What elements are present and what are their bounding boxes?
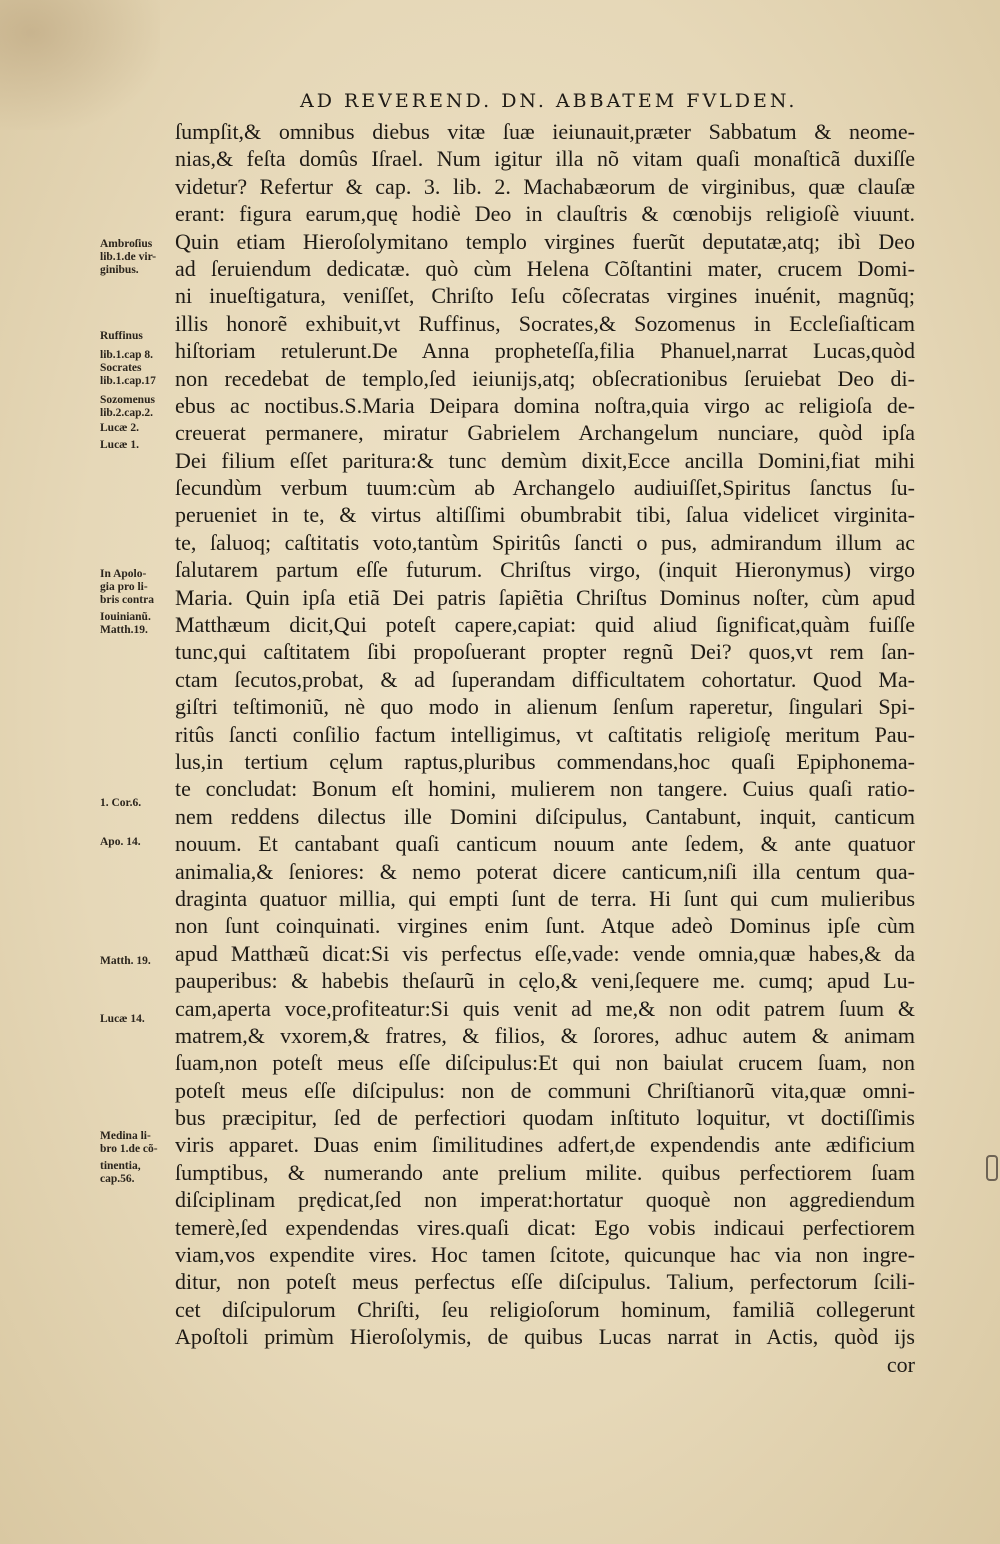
margin-line: Iouinianũ. [100, 611, 151, 623]
text-line: nem reddens dilectus ille Domini diſcipulus, Cantabunt, inquit, canticum [175, 803, 915, 829]
margin-line: tinentia, [100, 1160, 141, 1172]
text-line: draginta quatuor millia, qui empti ſunt de terra. Hi ſunt qui cum mulieribus [175, 885, 915, 911]
margin-note [100, 1013, 180, 1026]
text-line: ditur, non poteſt meus perfectus eſſe diſcipulus. Talium, perfectorum ſcili- [175, 1269, 915, 1295]
text-line: viris apparet. Duas enim ſimilitudines adfert,de expendendis ante ædificium [175, 1132, 915, 1158]
text-line: ni inueſtigatura, veniſſet, Chriſto Ieſu cõſecratas virgines inuénit, magnũq; [175, 283, 915, 309]
margin-line: Sozomenus [100, 394, 155, 406]
text-line: giſtri teſtimoniũ, nè quo modo in alienum ſenſum raperetur, ſingulari Spi- [175, 694, 915, 720]
text-line: Matthæum dicit,Qui poteſt capere,capiat: quid aliud ſignificat,quàm fuiſſe [175, 612, 915, 638]
margin-line: lib.1.cap.17 [100, 375, 156, 387]
text-line: ctam ſecutos,probat, & ad ſuperandam difficultatem cohortatur. Quod Ma- [175, 666, 915, 692]
text-line: ſalutarem partum eſſe futurum. Chriſtus virgo, (inquit Hieronymus) virgo [175, 557, 915, 583]
margin-note [100, 238, 180, 277]
margin-note [100, 797, 180, 810]
margin-line: bris contra [100, 594, 154, 606]
text-line: videtur? Refertur & cap. 3. lib. 2. Machabæorum de virginibus, quæ clauſæ [175, 173, 915, 199]
margin-line: bro 1.de cõ- [100, 1143, 158, 1155]
text-line: non ſunt coinquinati. virgines enim ſunt. Atque adeò Dominus ipſe cùm [175, 913, 915, 939]
margin-line: Medina li- [100, 1130, 151, 1142]
margin-line: Lucæ 14. [100, 1013, 145, 1025]
margin-note [100, 836, 180, 849]
text-line: lus,in tertium cęlum raptus,pluribus commendans,hoc quaſi Epiphonema- [175, 748, 915, 774]
text-line: illis honorẽ exhibuit,vt Ruffinus, Socrates,& Sozomenus in Eccleſiaſticam [175, 310, 915, 336]
text-line: tunc,qui caſtitatem ſibi propoſuerant propter regnũ Dei? quos,vt rem ſan- [175, 639, 915, 665]
text-line: Dei filium eſſet paritura:& tunc demùm dixit,Ecce ancilla Domini,fiat mihi [175, 447, 915, 473]
margin-line: gia pro li- [100, 581, 148, 593]
text-line: ſumpſit,& omnibus diebus vitæ ſuæ ieiunauit,præter Sabbatum & neome- [175, 119, 915, 144]
text-line: cor [886, 1351, 915, 1377]
margin-note [100, 568, 180, 637]
text-line: te concludat: Bonum eſt homini, mulierem non tangere. Cuius quaſi ratio- [175, 776, 915, 802]
margin-line: Lucæ 2. [100, 422, 139, 434]
text-line: ſumptibus, & numerando ante prelium milite. quibus perfectiorem ſuam [175, 1159, 915, 1185]
running-head: AD REVEREND. DN. ABBATEM FVLDEN. [300, 90, 798, 112]
text-line: cam,aperta voce,profiteatur:Si quis venit ad me,& non odit patrem ſuum & [175, 995, 915, 1021]
edge-mark [986, 1155, 998, 1181]
text-line: non recedebat de templo,ſed ieiunijs,atq; obſecrationibus ſeruiebat Deo di- [175, 365, 915, 391]
text-line: viam,vos expendite vires. Hoc tamen ſcitote, quicunque hac via non ingre- [175, 1242, 915, 1268]
margin-line: Matth.19. [100, 624, 148, 636]
margin-line: ginibus. [100, 264, 139, 276]
text-line: apud Matthæũ dicat:Si vis perfectus eſſe,vade: vende omnia,quæ habes,& da [175, 940, 915, 966]
text-line: erant: figura earum,quę hodiè Deo in clauſtris & cœnobijs religioſè viuunt. [175, 201, 915, 227]
margin-line: Apo. 14. [100, 836, 141, 848]
page-stain [0, 0, 160, 130]
text-line: creuerat permanere, miratur Gabrielem Archangelum nunciare, quòd ipſa [175, 420, 915, 446]
text-line: ritûs ſancti conſilio factum intelligimus, vt caſtitatis religioſę meritum Pau- [175, 721, 915, 747]
margin-line: Lucæ 1. [100, 439, 139, 451]
text-line: ſuam,non poteſt meus eſſe diſcipulus:Et qui non baiulat crucem ſuam, non [175, 1050, 915, 1076]
text-line: Quin etiam Hieroſolymitano templo virgines fuerũt deputatæ,atq; ibì Deo [175, 228, 915, 254]
text-line: Apoſtoli primùm Hieroſolymis, de quibus Lucas narrat in Actis, quòd ijs [175, 1324, 915, 1350]
margin-line: Matth. 19. [100, 955, 151, 967]
margin-line: Socrates [100, 362, 142, 374]
margin-line: 1. Cor.6. [100, 797, 142, 809]
margin-line: lib.2.cap.2. [100, 407, 154, 419]
text-line: matrem,& vxorem,& fratres, & filios, & ſorores, adhuc autem & animam [175, 1022, 915, 1048]
text-line: ad ſeruiendum dedicatæ. quò cùm Helena Cõſtantini mater, crucem Domi- [175, 255, 915, 281]
text-line: cet diſcipulorum Chriſti, ſeu religioſorum hominum, familiã collegerunt [175, 1296, 915, 1322]
body-text [175, 118, 915, 1378]
text-line: te, ſaluoq; caſtitatis voto,tantùm Spiritûs ſancti o pus, admirandum illum ac [175, 529, 915, 555]
text-line: nias,& feſta domûs Iſrael. Num igitur illa nõ vitam quaſi monaſticã duxiſſe [175, 146, 915, 172]
margin-line: Ambroſius [100, 238, 153, 250]
text-line: poteſt meus eſſe diſcipulus: non de communi Chriſtianorũ vita,quæ omni- [175, 1077, 915, 1103]
text-line: temerè,ſed expendendas vires.quaſi dicat: Ego vobis indicaui perfectiorem [175, 1214, 915, 1240]
margin-note [100, 1130, 180, 1186]
text-line: diſciplinam prędicat,ſed non imperat:hortatur quoquè non aggrediendum [175, 1187, 915, 1213]
margin-line: lib.1.cap 8. [100, 349, 154, 361]
text-line: pauperibus: & habebis theſaurũ in cęlo,& veni,ſequere me. cumq; apud Lu- [175, 968, 915, 994]
margin-note [100, 330, 180, 452]
margin-line: cap.56. [100, 1173, 135, 1185]
text-line: Maria. Quin ipſa etiã Dei patris ſapiẽtia Chriſtus Dominus noſter, cùm apud [175, 584, 915, 610]
margin-line: Ruffinus [100, 330, 143, 342]
text-line: animalia,& ſeniores: & nemo poterat dicere canticum,niſi illa centum qua- [175, 858, 915, 884]
text-line: ebus ac noctibus.S.Maria Deipara domina noſtra,quia virgo ac religioſa de- [175, 392, 915, 418]
margin-note [100, 955, 180, 968]
text-line: perueniet in te, & virtus altiſſimi obumbrabit tibi, ſalua videlicet virginita- [175, 502, 915, 528]
margin-line: In Apolo- [100, 568, 147, 580]
text-line: bus præcipitur, ſed de perfectiori quodam inſtituto loquitur, vt doctiſſimis [175, 1105, 915, 1131]
margin-line: lib.1.de vir- [100, 251, 157, 263]
text-line: ſecundùm verbum tuum:cùm ab Archangelo audiuiſſet,Spiritus ſanctus ſu- [175, 475, 915, 501]
text-line: hiſtoriam retulerunt.De Anna propheteſſa,filia Phanuel,narrat Lucas,quòd [175, 338, 915, 364]
text-line: nouum. Et cantabant quaſi canticum nouum ante ſedem, & ante quatuor [175, 831, 915, 857]
